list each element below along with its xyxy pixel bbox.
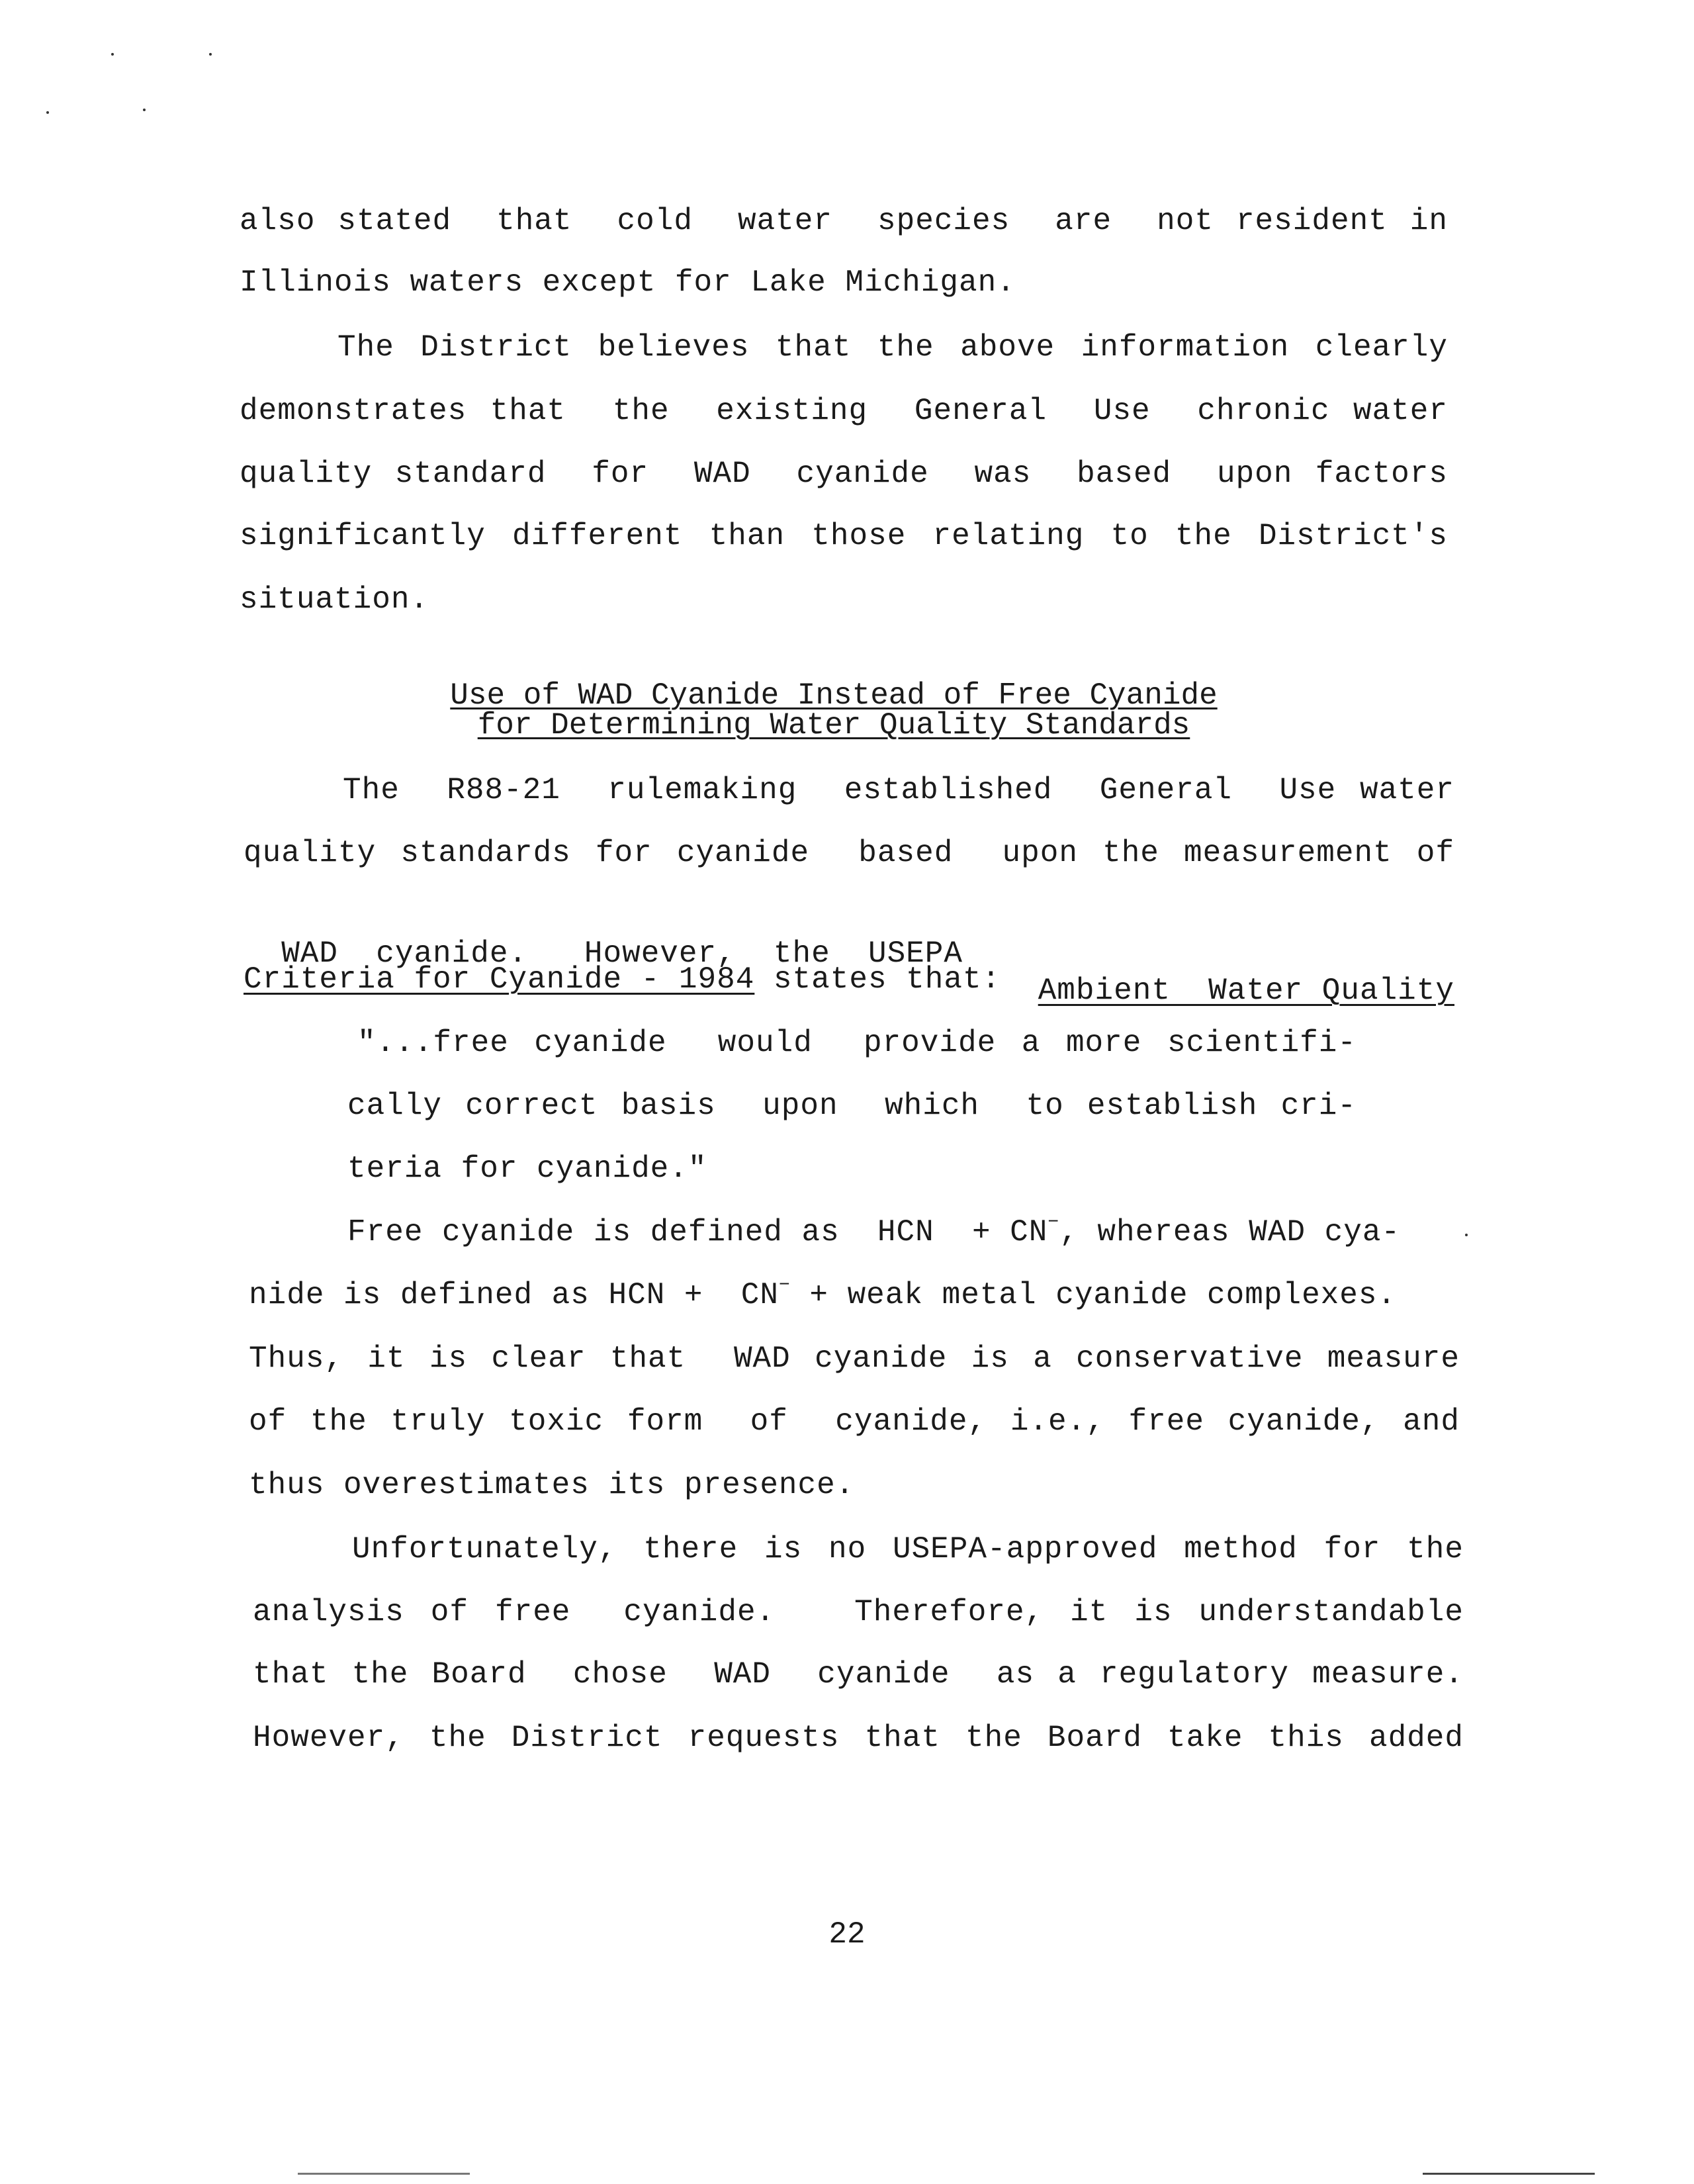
body-text-line xyxy=(249,1277,1460,1314)
body-text-line: However, the District requests that the Board take this added xyxy=(253,1721,1464,1755)
body-text-line xyxy=(244,961,1001,998)
scan-speck xyxy=(46,111,49,114)
body-text-line xyxy=(347,1214,1449,1251)
body-text-line: Illinois waters except for Lake Michigan. xyxy=(240,265,1016,300)
section-heading-line-2: for Determining Water Quality Standards xyxy=(477,708,1190,743)
body-text-line: analysis of free cyanide. Therefore, it is understandable xyxy=(253,1595,1464,1629)
body-text-line: of the truly toxic form of cyanide, i.e., free cyanide, and xyxy=(249,1404,1460,1439)
text-segment: , whereas WAD cya- xyxy=(1059,1215,1401,1250)
block-quote-line: cally correct basis upon which to establish cri- xyxy=(347,1089,1357,1123)
body-text-line: also stated that cold water species are not resident in xyxy=(240,204,1448,238)
block-quote-line: "...free cyanide would provide a more scientifi- xyxy=(357,1026,1357,1060)
scan-speck xyxy=(1465,1234,1468,1236)
superscript-minus: − xyxy=(1048,1212,1060,1233)
body-text-line: Thus, it is clear that WAD cyanide is a conservative measure xyxy=(249,1342,1460,1376)
block-quote-line: teria for cyanide." xyxy=(347,1152,707,1186)
body-text-line: demonstrates that the existing General Use chronic water xyxy=(240,394,1448,428)
body-text-line: situation. xyxy=(240,582,429,617)
body-text-line: that the Board chose WAD cyanide as a regulatory measure. xyxy=(253,1657,1464,1692)
scan-speck xyxy=(111,53,114,56)
text-segment: nide is defined as HCN + CN xyxy=(249,1278,779,1312)
body-text-line: thus overestimates its presence. xyxy=(249,1468,855,1502)
text-segment: + weak metal cyanide complexes. xyxy=(790,1278,1397,1312)
scan-speck xyxy=(143,109,146,111)
body-text-line: significantly different than those relating to the District's xyxy=(240,519,1448,553)
scan-speck xyxy=(209,53,212,56)
body-text-line: Unfortunately, there is no USEPA-approved method for the xyxy=(352,1532,1464,1567)
scan-artifact-rule xyxy=(298,2173,470,2175)
body-text-line: quality standard for WAD cyanide was based upon factors xyxy=(240,457,1448,491)
text-segment: WAD cyanide. However, the USEPA xyxy=(281,936,963,971)
body-text-line: The R88-21 rulemaking established General Use water xyxy=(343,773,1454,807)
scan-artifact-rule xyxy=(1423,2173,1595,2175)
text-segment: states that: xyxy=(754,962,1001,997)
citation-title: Criteria for Cyanide - 1984 xyxy=(244,962,755,997)
body-text-line: quality standards for cyanide based upon the measurement of xyxy=(244,836,1454,870)
section-heading-line-1: Use of WAD Cyanide Instead of Free Cyanide xyxy=(450,678,1218,713)
body-text-line: The District believes that the above information clearly xyxy=(337,330,1448,365)
text-segment: Free cyanide is defined as HCN + CN xyxy=(347,1215,1048,1250)
superscript-minus: − xyxy=(778,1275,791,1296)
page-number: 22 xyxy=(828,1917,866,1952)
citation-title: Ambient Water Quality xyxy=(1038,974,1454,1008)
